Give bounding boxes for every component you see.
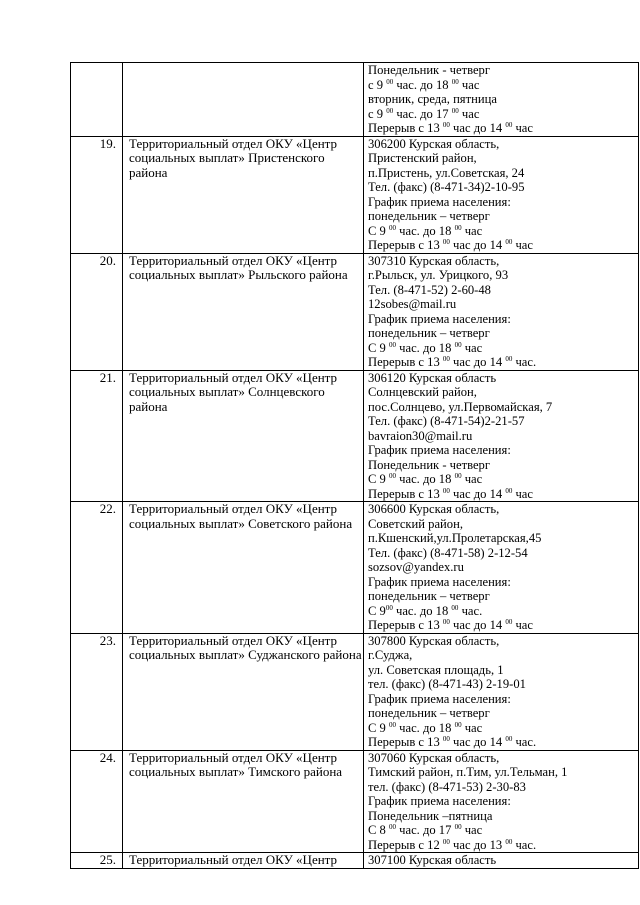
- row-number: 23.: [71, 633, 123, 750]
- contact-text: Понедельник –пятница: [368, 808, 493, 823]
- contact-text: час. до 18: [396, 340, 455, 355]
- office-name-text: Территориальный отдел ОКУ «Центр социальных выплат» Рыльского района: [129, 253, 348, 282]
- contact-line: [368, 121, 638, 136]
- minutes-superscript: 00: [454, 223, 462, 232]
- contact-text: Перерыв с 13: [368, 735, 443, 749]
- contact-text: час: [458, 106, 480, 121]
- contact-text: ул. Советская площадь, 1: [368, 662, 504, 677]
- contact-line: [368, 166, 638, 181]
- contact-text: С 9: [368, 472, 389, 486]
- office-contacts: [364, 750, 639, 853]
- contact-text: Тимский район, п.Тим, ул.Тельман, 1: [368, 765, 568, 779]
- office-contacts: [364, 370, 639, 502]
- contact-line: [368, 414, 638, 429]
- contact-text: час до 14: [449, 355, 506, 369]
- table-row: [71, 633, 639, 750]
- contact-line: [368, 692, 638, 707]
- minutes-superscript: 00: [442, 618, 450, 626]
- contact-text: С 9: [368, 223, 389, 238]
- contact-text: час: [461, 340, 483, 355]
- contact-text: Солнцевский район,: [368, 385, 477, 399]
- row-number: 21.: [71, 370, 123, 502]
- contact-line: [368, 443, 638, 458]
- contact-text: 306200 Курская область,: [368, 136, 500, 151]
- contact-line: [368, 254, 638, 269]
- row-number: 24.: [71, 750, 123, 853]
- contact-text: 306120 Курская область: [368, 370, 497, 385]
- contact-text: г.Суджа,: [368, 648, 413, 662]
- office-name: [123, 502, 364, 634]
- contact-text: час до 14: [449, 121, 506, 135]
- contact-line: [368, 371, 638, 386]
- contact-text: Перерыв с 13: [368, 486, 443, 501]
- contact-text: График приема населения:: [368, 194, 511, 209]
- contact-text: час: [512, 486, 533, 501]
- contact-line: [368, 63, 638, 78]
- contact-text: час до 14: [449, 618, 506, 632]
- minutes-superscript: 00: [505, 238, 513, 246]
- contact-text: Перерыв с 13: [368, 121, 443, 135]
- contact-text: час.: [512, 355, 537, 369]
- contact-line: [368, 209, 638, 224]
- contact-text: Тел. (факс) (8-471-58) 2-12-54: [368, 545, 528, 560]
- minutes-superscript: 00: [505, 355, 513, 363]
- table-row: [71, 370, 639, 502]
- offices-table: [70, 62, 639, 869]
- contact-text: Перерыв с 13: [368, 238, 443, 252]
- minutes-superscript: 00: [389, 720, 396, 729]
- contact-line: [368, 107, 638, 122]
- contact-text: час: [461, 720, 483, 735]
- contact-line: [368, 400, 638, 415]
- contact-line: [368, 751, 638, 766]
- contact-text: час: [461, 223, 483, 238]
- contact-line: [368, 809, 638, 824]
- contact-line: [368, 224, 638, 239]
- contact-text: час.: [512, 837, 537, 852]
- contact-text: час. до 18: [396, 720, 455, 735]
- contact-line: [368, 823, 638, 838]
- office-name: [123, 853, 364, 869]
- contact-line: [368, 838, 638, 853]
- minutes-superscript: 00: [442, 837, 450, 846]
- contact-text: вторник, среда, пятница: [368, 92, 497, 106]
- contact-text: час. до 18: [393, 77, 452, 92]
- contact-line: [368, 648, 638, 663]
- minutes-superscript: 00: [454, 472, 462, 480]
- contact-text: час до 13: [449, 837, 506, 852]
- minutes-superscript: 00: [389, 472, 396, 480]
- contact-line: [368, 853, 638, 868]
- minutes-superscript: 00: [451, 603, 459, 612]
- contact-text: час до 14: [449, 238, 506, 252]
- contact-line: [368, 429, 638, 444]
- contact-text: час: [461, 472, 483, 486]
- table-row: [71, 502, 639, 634]
- contact-line: [368, 151, 638, 166]
- contact-line: [368, 546, 638, 561]
- contact-text: 12sobes@mail.ru: [368, 297, 457, 311]
- contact-text: час. до 18: [396, 472, 455, 486]
- contact-text: Пристенский район,: [368, 151, 477, 165]
- minutes-superscript: 00: [451, 77, 459, 86]
- office-contacts: [364, 63, 639, 137]
- contact-text: 306600 Курская область,: [368, 502, 500, 516]
- minutes-superscript: 00: [442, 735, 450, 743]
- contact-text: Перерыв с 12: [368, 837, 443, 852]
- office-contacts: [364, 853, 639, 869]
- contact-line: [368, 634, 638, 649]
- office-name-text: Территориальный отдел ОКУ «Центр: [129, 853, 338, 867]
- contact-line: [368, 326, 638, 341]
- contact-line: [368, 268, 638, 283]
- minutes-superscript: 00: [454, 340, 462, 349]
- office-name-text: Территориальный отдел ОКУ «Центр социальных выплат» Суджанского района: [129, 633, 362, 662]
- minutes-superscript: 00: [442, 121, 450, 129]
- contact-line: [368, 297, 638, 312]
- office-name: [123, 750, 364, 853]
- minutes-superscript: 00: [389, 823, 396, 831]
- contact-line: [368, 706, 638, 721]
- office-name: [123, 633, 364, 750]
- contact-text: час до 14: [449, 735, 506, 749]
- contact-text: час: [512, 238, 533, 252]
- contact-text: С 9: [368, 603, 386, 618]
- contact-line: [368, 137, 638, 152]
- table-row: [71, 136, 639, 253]
- contact-text: час: [458, 77, 480, 92]
- contact-text: С 8: [368, 823, 389, 837]
- contact-text: час.: [458, 603, 483, 618]
- contact-text: с 9: [368, 106, 387, 121]
- row-number: 20.: [71, 253, 123, 370]
- contact-line: [368, 312, 638, 327]
- contact-line: [368, 604, 638, 619]
- contact-text: час: [461, 823, 483, 837]
- contact-text: График приема населения:: [368, 574, 511, 589]
- contact-line: [368, 180, 638, 195]
- contact-text: 307100 Курская область: [368, 853, 497, 867]
- contact-line: [368, 735, 638, 750]
- contact-line: [368, 238, 638, 253]
- contact-text: час до 14: [449, 486, 506, 501]
- contact-line: [368, 721, 638, 736]
- office-name-text: Территориальный отдел ОКУ «Центр социальных выплат» Солнцевского района: [129, 370, 338, 414]
- row-number: 25.: [71, 853, 123, 869]
- contact-line: [368, 618, 638, 633]
- contact-line: [368, 502, 638, 517]
- contact-text: Тел. (факс) (8-471-34)2-10-95: [368, 180, 525, 194]
- contact-line: [368, 677, 638, 692]
- contact-line: [368, 765, 638, 780]
- contact-text: График приема населения:: [368, 311, 511, 326]
- contact-line: [368, 385, 638, 400]
- minutes-superscript: 00: [442, 238, 450, 246]
- contact-text: понедельник – четверг: [368, 209, 490, 223]
- contact-text: Тел. (8-471-52) 2-60-48: [368, 282, 491, 297]
- contact-line: [368, 78, 638, 93]
- contact-text: понедельник – четверг: [368, 589, 490, 603]
- contact-text: Перерыв с 13: [368, 618, 443, 632]
- minutes-superscript: 00: [386, 106, 394, 115]
- minutes-superscript: 00: [442, 486, 450, 495]
- contact-line: [368, 355, 638, 370]
- contact-text: С 9: [368, 720, 389, 735]
- contact-line: [368, 92, 638, 107]
- minutes-superscript: 00: [389, 340, 396, 349]
- contact-text: sozsov@yandex.ru: [368, 560, 464, 574]
- contact-text: График приема населения:: [368, 794, 511, 808]
- minutes-superscript: 00: [442, 355, 450, 363]
- minutes-superscript: 00: [454, 823, 462, 831]
- contact-text: График приема населения:: [368, 443, 511, 457]
- office-name: [123, 370, 364, 502]
- office-contacts: [364, 633, 639, 750]
- table-row: [71, 63, 639, 137]
- contact-line: [368, 472, 638, 487]
- contact-text: Перерыв с 13: [368, 355, 443, 369]
- contact-text: 307800 Курская область,: [368, 633, 500, 648]
- contact-line: [368, 195, 638, 210]
- minutes-superscript: 00: [505, 618, 513, 626]
- table-row: [71, 253, 639, 370]
- contact-text: Тел. (факс) (8-471-54)2-21-57: [368, 414, 525, 428]
- contact-line: [368, 589, 638, 604]
- contact-text: час.: [512, 735, 537, 749]
- contact-line: [368, 458, 638, 473]
- minutes-superscript: 00: [386, 77, 394, 86]
- minutes-superscript: 00: [505, 735, 513, 743]
- contact-text: тел. (факс) (8-471-43) 2-19-01: [368, 677, 526, 691]
- contact-text: bavraion30@mail.ru: [368, 428, 473, 443]
- contact-text: час. до 18: [396, 223, 455, 238]
- office-name-text: Территориальный отдел ОКУ «Центр социальных выплат» Советского района: [129, 502, 353, 531]
- contact-line: [368, 341, 638, 356]
- contact-line: [368, 487, 638, 502]
- contact-text: час. до 17: [396, 823, 455, 837]
- contact-text: понедельник – четверг: [368, 326, 490, 340]
- office-name: [123, 136, 364, 253]
- contact-text: График приема населения:: [368, 691, 511, 706]
- contact-line: [368, 283, 638, 298]
- minutes-superscript: 00: [505, 486, 513, 495]
- minutes-superscript: 00: [505, 837, 513, 846]
- contact-text: час: [512, 618, 533, 632]
- contact-line: [368, 531, 638, 546]
- contact-text: пос.Солнцево, ул.Первомайская, 7: [368, 399, 553, 414]
- office-contacts: [364, 502, 639, 634]
- contact-text: г.Рыльск, ул. Урицкого, 93: [368, 268, 509, 282]
- contact-line: [368, 575, 638, 590]
- row-number: 19.: [71, 136, 123, 253]
- minutes-superscript: 00: [389, 223, 396, 232]
- office-name-text: Территориальный отдел ОКУ «Центр социальных выплат» Пристенского района: [129, 136, 338, 180]
- minutes-superscript: 00: [385, 603, 393, 612]
- row-number: [71, 63, 123, 137]
- contact-text: час. до 18: [392, 603, 452, 618]
- office-contacts: [364, 253, 639, 370]
- contact-text: п.Кшенский,ул.Пролетарская,45: [368, 531, 542, 545]
- contact-text: с 9: [368, 77, 387, 92]
- contact-text: п.Пристень, ул.Советская, 24: [368, 165, 525, 180]
- contact-line: [368, 517, 638, 532]
- office-contacts: [364, 136, 639, 253]
- minutes-superscript: 00: [505, 121, 513, 129]
- office-name-text: Территориальный отдел ОКУ «Центр социальных выплат» Тимского района: [129, 750, 343, 779]
- contact-line: [368, 663, 638, 678]
- minutes-superscript: 00: [451, 106, 459, 115]
- minutes-superscript: 00: [454, 720, 462, 729]
- office-name: [123, 63, 364, 137]
- contact-text: С 9: [368, 340, 389, 355]
- offices-table-body: [71, 63, 639, 869]
- contact-text: 307060 Курская область,: [368, 750, 500, 765]
- office-name: [123, 253, 364, 370]
- table-row: [71, 853, 639, 869]
- contact-text: час: [512, 121, 533, 135]
- row-number: 22.: [71, 502, 123, 634]
- contact-text: понедельник – четверг: [368, 706, 490, 720]
- contact-line: [368, 560, 638, 575]
- contact-text: Понедельник - четверг: [368, 457, 491, 472]
- contact-text: 307310 Курская область,: [368, 253, 500, 268]
- contact-line: [368, 794, 638, 809]
- contact-text: тел. (факс) (8-471-53) 2-30-83: [368, 779, 526, 794]
- contact-text: Советский район,: [368, 516, 463, 531]
- table-row: [71, 750, 639, 853]
- contact-line: [368, 780, 638, 795]
- contact-text: Понедельник - четверг: [368, 63, 491, 77]
- contact-text: час. до 17: [393, 106, 452, 121]
